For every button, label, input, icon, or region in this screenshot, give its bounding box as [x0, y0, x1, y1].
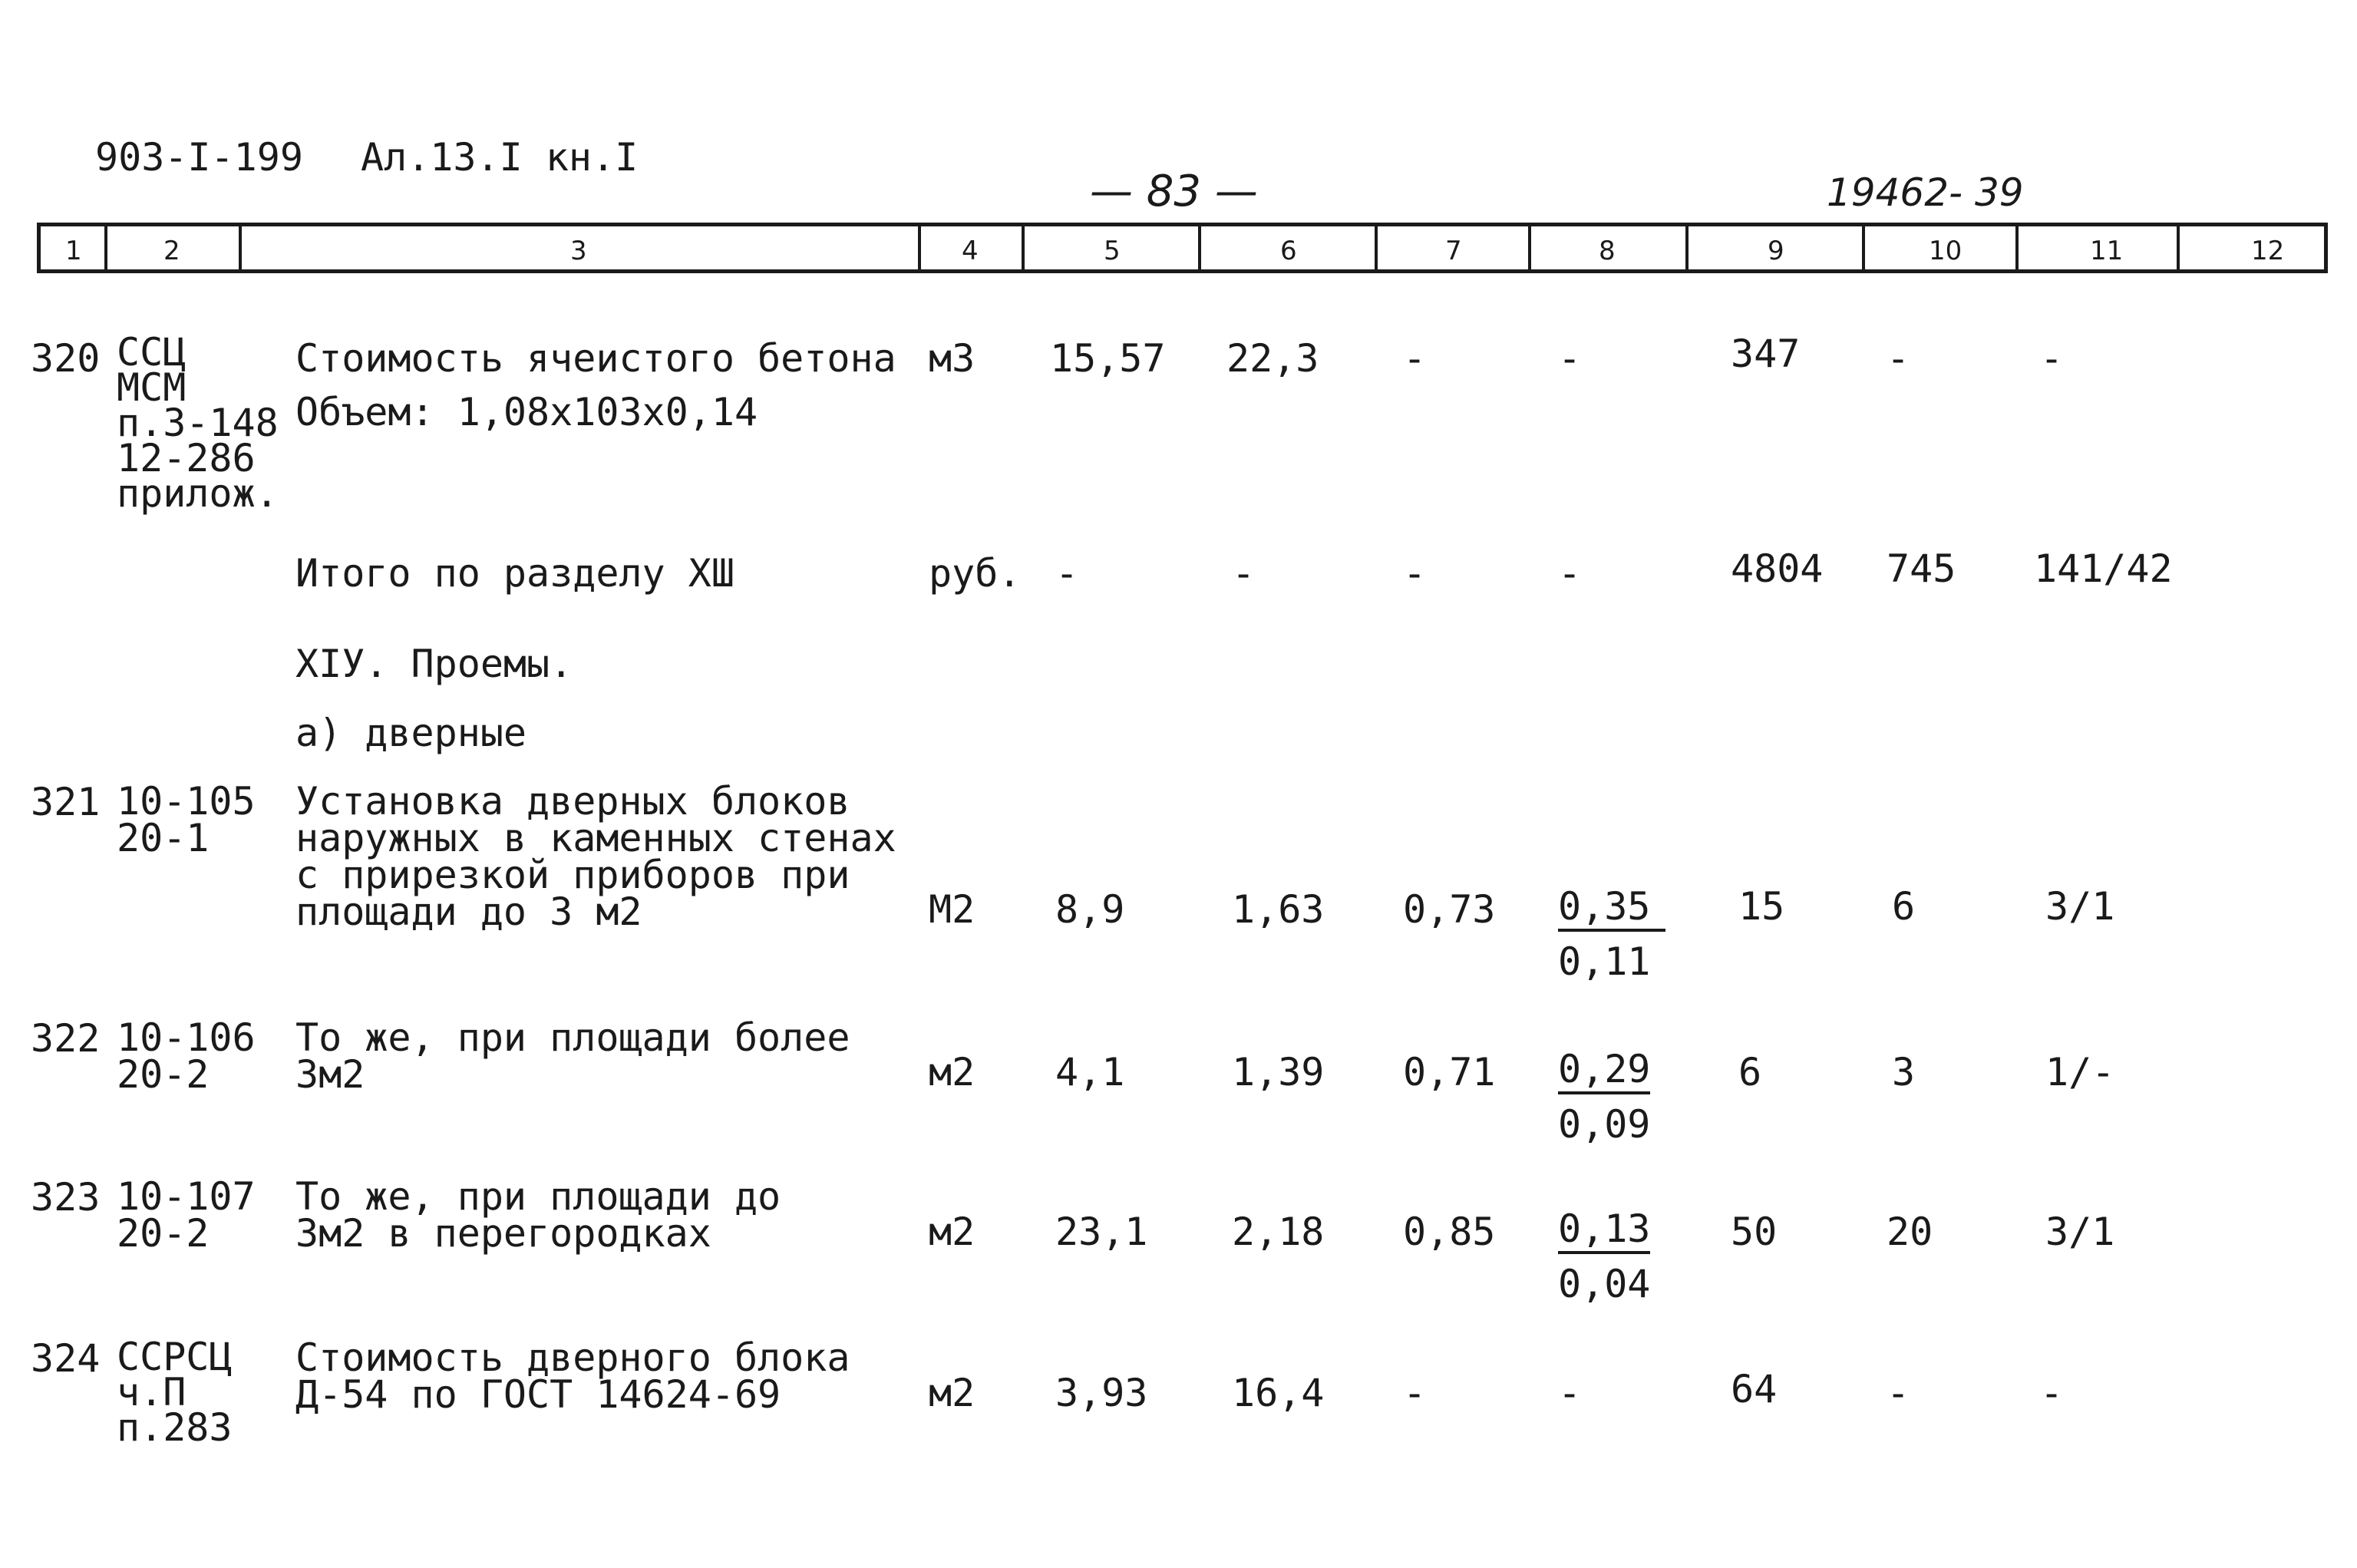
- cell-col8-numerator: 0,29: [1558, 1050, 1650, 1094]
- unit: м2: [929, 1210, 975, 1254]
- column-divider: [1198, 226, 1201, 269]
- cell-col6: 1,39: [1232, 1050, 1325, 1094]
- cell-col9: 50: [1731, 1210, 1778, 1254]
- cell-col9: 6: [1738, 1050, 1762, 1094]
- cell-col9: 64: [1731, 1367, 1778, 1411]
- column-divider: [104, 226, 107, 269]
- norm-code: 10-107 20-2: [117, 1174, 256, 1256]
- cell-col5: 4,1: [1055, 1050, 1125, 1094]
- cell-col9: 4804: [1731, 546, 1824, 591]
- row-number: 321: [31, 780, 101, 824]
- work-description: То же, при площади более 3м2: [295, 1015, 850, 1097]
- column-number: 3: [570, 236, 587, 266]
- cell-col10: -: [1887, 1371, 1910, 1415]
- cell-col8-denominator: 0,11: [1558, 939, 1651, 984]
- cell-col8-numerator: 0,13: [1558, 1210, 1650, 1254]
- cell-col11: 3/1: [2045, 1210, 2115, 1254]
- cell-col7: 0,73: [1403, 887, 1496, 932]
- row-number: 324: [31, 1336, 101, 1381]
- norm-code: ССЦ МСМ п.3-148 12-286 прилож.: [117, 330, 279, 516]
- column-number: 11: [2090, 236, 2124, 266]
- volume-formula: Объем: 1,08x103x0,14: [295, 390, 758, 434]
- unit: М2: [929, 887, 975, 932]
- cell-col10: 6: [1892, 884, 1916, 929]
- section-total-label: Итого по разделу ХШ: [295, 551, 734, 596]
- column-number: 7: [1445, 236, 1462, 266]
- cell-col6: -: [1232, 551, 1256, 596]
- cell-col11: -: [2040, 336, 2064, 381]
- handwritten-reference: 19462- 39: [1827, 170, 2024, 215]
- cell-col10: -: [1887, 336, 1910, 381]
- work-description: Стоимость ячеистого бетона: [295, 336, 896, 381]
- column-divider: [1862, 226, 1865, 269]
- document-code: 903-I-199: [95, 135, 303, 180]
- column-divider: [239, 226, 242, 269]
- column-number: 6: [1280, 236, 1297, 266]
- norm-code: ССРСЦ ч.П п.283: [117, 1335, 233, 1450]
- column-divider: [1685, 226, 1689, 269]
- column-number: 10: [1929, 236, 1963, 266]
- column-divider: [1022, 226, 1025, 269]
- cell-col5: 3,93: [1055, 1371, 1148, 1415]
- column-header-row: [37, 223, 2328, 273]
- column-number: 9: [1768, 236, 1784, 266]
- cell-col11: 3/1: [2045, 884, 2115, 929]
- page-number: — 83 —: [1090, 167, 1258, 216]
- column-divider: [2015, 226, 2019, 269]
- cell-col8: -: [1558, 551, 1582, 596]
- column-divider: [2177, 226, 2180, 269]
- row-number: 322: [31, 1016, 101, 1061]
- row-number: 323: [31, 1175, 101, 1220]
- work-description: То же, при площади до 3м2 в перегородках: [295, 1174, 781, 1256]
- row-number: 320: [31, 336, 101, 381]
- unit: руб.: [929, 551, 1022, 596]
- work-description: Стоимость дверного блока Д-54 по ГОСТ 14624-69: [295, 1335, 850, 1417]
- album-reference: Ал.13.I кн.I: [361, 135, 639, 180]
- cell-col8: -: [1558, 1371, 1582, 1415]
- column-number: 8: [1599, 236, 1616, 266]
- cell-col8-denominator: 0,09: [1558, 1102, 1651, 1147]
- cell-col6: 16,4: [1232, 1371, 1325, 1415]
- cell-col10: 3: [1892, 1050, 1916, 1094]
- cell-col7: -: [1403, 336, 1427, 381]
- norm-code: 10-106 20-2: [117, 1015, 256, 1097]
- cell-col7: -: [1403, 1371, 1427, 1415]
- norm-code: 10-105 20-1: [117, 779, 256, 860]
- cell-col9: 347: [1731, 332, 1801, 376]
- column-number: 1: [65, 236, 82, 266]
- cell-col10: 20: [1887, 1210, 1933, 1254]
- column-divider: [1528, 226, 1531, 269]
- column-number: 12: [2251, 236, 2285, 266]
- cell-col5: 8,9: [1055, 887, 1125, 932]
- cell-col7: 0,71: [1403, 1050, 1496, 1094]
- unit: м2: [929, 1371, 975, 1415]
- cell-col5: 23,1: [1055, 1210, 1148, 1254]
- cell-col7: 0,85: [1403, 1210, 1496, 1254]
- column-number: 2: [163, 236, 180, 266]
- section-heading: XIУ. Проемы.: [295, 642, 573, 686]
- cell-col6: 22,3: [1226, 336, 1319, 381]
- cell-col9: 15: [1738, 884, 1785, 929]
- column-number: 4: [962, 236, 979, 266]
- cell-col6: 2,18: [1232, 1210, 1325, 1254]
- cell-col10: 745: [1887, 546, 1956, 591]
- cell-col8-denominator: 0,04: [1558, 1262, 1651, 1306]
- column-divider: [918, 226, 921, 269]
- unit: м2: [929, 1050, 975, 1094]
- cell-col11: -: [2040, 1371, 2064, 1415]
- cell-col11: 1/-: [2045, 1050, 2115, 1094]
- column-divider: [1375, 226, 1378, 269]
- cell-col6: 1,63: [1232, 887, 1325, 932]
- cell-col5: 15,57: [1050, 336, 1166, 381]
- unit: м3: [929, 336, 975, 381]
- cell-col11: 141/42: [2034, 546, 2173, 591]
- subsection-heading: а) дверные: [295, 711, 527, 755]
- cell-col8-numerator: 0,35: [1558, 887, 1665, 932]
- cell-col5: -: [1055, 551, 1079, 596]
- cell-col8: -: [1558, 336, 1582, 381]
- work-description: Установка дверных блоков наружных в каменных стенах с прирезкой приборов при площади до 3 м2: [295, 779, 896, 934]
- cell-col7: -: [1403, 551, 1427, 596]
- column-number: 5: [1104, 236, 1121, 266]
